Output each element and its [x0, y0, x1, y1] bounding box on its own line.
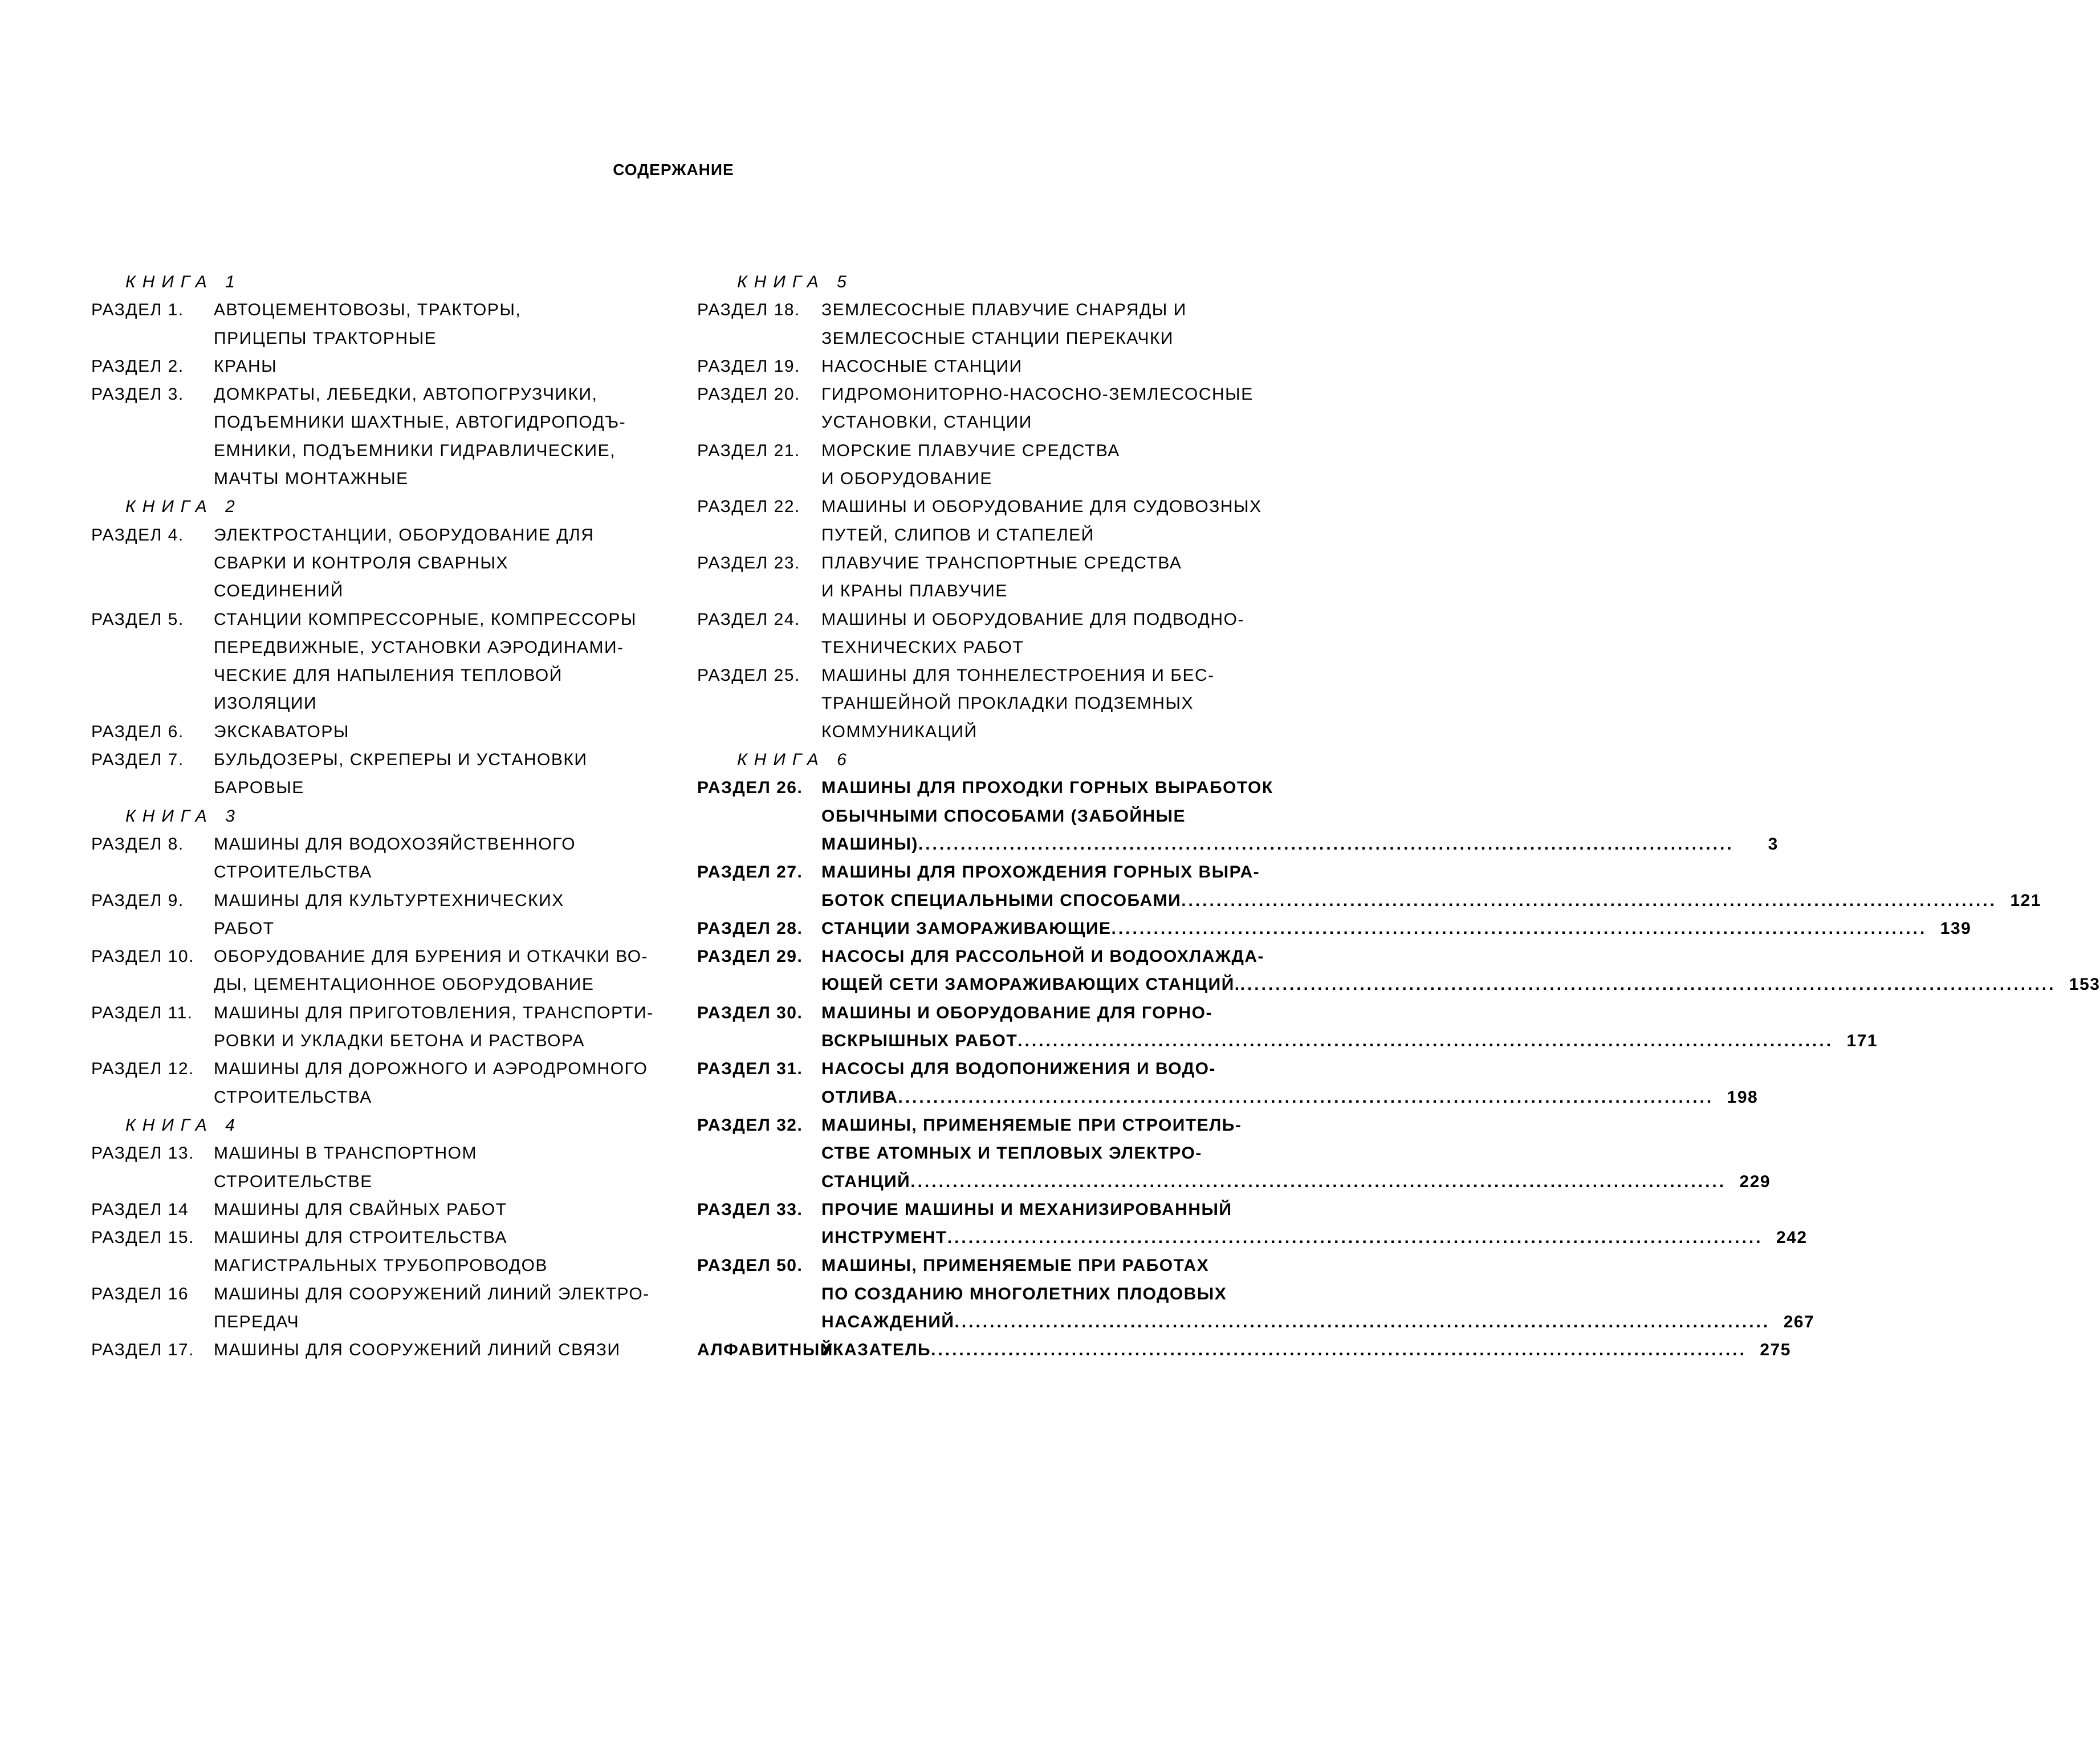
section-title: РОВКИ И УКЛАДКИ БЕТОНА И РАСТВОРА — [214, 1031, 585, 1051]
section-label: РАЗДЕЛ 27. — [697, 863, 803, 882]
toc-entry — [91, 1336, 661, 1364]
toc-entry-continuation — [697, 633, 1250, 661]
section-title: ЮЩЕЙ СЕТИ ЗАМОРАЖИВАЮЩИХ СТАНЦИЙ. — [821, 975, 1240, 994]
section-label: РАЗДЕЛ 13. — [91, 1144, 194, 1163]
toc-entry-continuation — [91, 1027, 661, 1055]
dot-leader — [947, 1224, 1763, 1252]
indent-spacer — [697, 830, 821, 858]
section-title: МАШИНЫ ДЛЯ ТОННЕЛЕСТРОЕНИЯ И БЕС- — [821, 666, 1215, 685]
indent-spacer — [91, 970, 214, 998]
toc-entry — [697, 1252, 1250, 1279]
section-title: ОБОРУДОВАНИЕ ДЛЯ БУРЕНИЯ И ОТКАЧКИ ВО- — [214, 947, 649, 966]
section-label: РАЗДЕЛ 3. — [91, 385, 184, 404]
toc-entry-continuation — [697, 970, 2100, 998]
indent-spacer — [91, 1168, 214, 1196]
section-label: РАЗДЕЛ 9. — [91, 891, 184, 910]
toc-entry-continuation — [91, 437, 661, 465]
toc-entry — [91, 746, 661, 774]
toc-entry — [91, 1196, 661, 1224]
section-label: РАЗДЕЛ 22. — [697, 497, 800, 517]
indent-spacer — [91, 324, 214, 352]
section-label: РАЗДЕЛ 32. — [697, 1115, 803, 1135]
entry-with-page — [821, 830, 1779, 858]
section-title: БУЛЬДОЗЕРЫ, СКРЕПЕРЫ И УСТАНОВКИ — [214, 750, 588, 770]
page-number: 153 — [2069, 975, 2100, 994]
section-title: АВТОЦЕМЕНТОВОЗЫ, ТРАКТОРЫ, — [214, 300, 522, 320]
toc-entry — [697, 352, 1250, 380]
section-title: СОЕДИНЕНИЙ — [214, 582, 344, 601]
toc-entry-continuation — [91, 774, 661, 802]
section-label: РАЗДЕЛ 19. — [697, 356, 800, 376]
section-label: РАЗДЕЛ 2. — [91, 356, 184, 376]
section-label: РАЗДЕЛ 7. — [91, 750, 184, 770]
entry-with-page — [821, 1168, 1771, 1196]
book-heading: КНИГА 2 — [125, 497, 242, 517]
section-label: РАЗДЕЛ 31. — [697, 1059, 803, 1079]
section-title: НАСОСЫ ДЛЯ РАССОЛЬНОЙ И ВОДООХЛАЖДА- — [821, 947, 1265, 966]
section-title: РАБОТ — [214, 919, 275, 938]
section-label: РАЗДЕЛ 4. — [91, 525, 184, 545]
section-label: РАЗДЕЛ 20. — [697, 385, 800, 404]
indent-spacer — [91, 689, 214, 717]
indent-spacer — [91, 437, 214, 465]
toc-entry-continuation — [697, 830, 1779, 858]
indent-spacer — [91, 408, 214, 436]
section-label: РАЗДЕЛ 6. — [91, 722, 184, 741]
indent-spacer — [91, 1252, 214, 1279]
toc-entry — [697, 1336, 1791, 1364]
section-label: РАЗДЕЛ 25. — [697, 666, 800, 685]
section-title: И ОБОРУДОВАНИЕ — [821, 469, 992, 489]
toc-entry — [697, 1055, 1250, 1083]
toc-entry — [91, 942, 661, 970]
book-heading: КНИГА 6 — [737, 750, 853, 770]
section-label: РАЗДЕЛ 21. — [697, 441, 800, 460]
section-label: РАЗДЕЛ 10. — [91, 947, 194, 966]
page-number: 121 — [2010, 891, 2042, 910]
section-label: РАЗДЕЛ 29. — [697, 947, 803, 966]
section-title: МАШИНЫ ДЛЯ СВАЙНЫХ РАБОТ — [214, 1200, 507, 1219]
section-title: КРАНЫ — [214, 356, 278, 376]
indent-spacer — [91, 915, 214, 942]
toc-entry — [91, 1280, 661, 1308]
page-number: 3 — [1768, 834, 1779, 854]
section-label: РАЗДЕЛ 50. — [697, 1256, 803, 1275]
toc-left-column — [91, 268, 661, 1364]
entry-with-page — [821, 887, 2041, 915]
toc-entry — [91, 718, 661, 746]
toc-entry — [91, 521, 661, 549]
indent-spacer — [91, 774, 214, 802]
section-title: МАШИНЫ ДЛЯ СТРОИТЕЛЬСТВА — [214, 1228, 507, 1248]
section-title: МАШИНЫ ДЛЯ ПРОХОДКИ ГОРНЫХ ВЫРАБОТОК — [821, 778, 1273, 798]
indent-spacer — [697, 1027, 821, 1055]
section-label: РАЗДЕЛ 24. — [697, 610, 800, 629]
toc-entry — [91, 999, 661, 1027]
indent-spacer — [91, 1027, 214, 1055]
indent-spacer — [697, 577, 821, 605]
section-title: ЗЕМЛЕСОСНЫЕ ПЛАВУЧИЕ СНАРЯДЫ И — [821, 300, 1187, 320]
toc-entry-continuation — [91, 465, 661, 493]
section-title: НАСОСЫ ДЛЯ ВОДОПОНИЖЕНИЯ И ВОДО- — [821, 1059, 1216, 1079]
section-title: МАШИНЫ, ПРИМЕНЯЕМЫЕ ПРИ СТРОИТЕЛЬ- — [821, 1115, 1242, 1135]
section-title: МАГИСТРАЛЬНЫХ ТРУБОПРОВОДОВ — [214, 1256, 548, 1275]
section-title: ТРАНШЕЙНОЙ ПРОКЛАДКИ ПОДЗЕМНЫХ — [821, 694, 1194, 713]
section-title: УСТАНОВКИ, СТАНЦИИ — [821, 413, 1032, 432]
indent-spacer — [91, 549, 214, 577]
indent-spacer — [91, 633, 214, 661]
section-title: СТАНЦИИ ЗАМОРАЖИВАЮЩИЕ — [821, 919, 1112, 938]
toc-entry — [91, 1139, 661, 1167]
section-title: ТЕХНИЧЕСКИХ РАБОТ — [821, 637, 1024, 657]
toc-entry-continuation — [91, 661, 661, 689]
section-title: МАШИНЫ, ПРИМЕНЯЕМЫЕ ПРИ РАБОТАХ — [821, 1256, 1210, 1275]
indent-spacer — [697, 1280, 821, 1308]
dot-leader — [1111, 915, 1927, 942]
section-title: ЕМНИКИ, ПОДЪЕМНИКИ ГИДРАВЛИЧЕСКИЕ, — [214, 441, 616, 460]
indent-spacer — [697, 970, 821, 998]
section-title: ПРИЦЕПЫ ТРАКТОРНЫЕ — [214, 328, 437, 348]
indent-spacer — [697, 465, 821, 493]
indent-spacer — [697, 887, 821, 915]
section-title: ПЛАВУЧИЕ ТРАНСПОРТНЫЕ СРЕДСТВА — [821, 553, 1182, 572]
toc-entry — [91, 1055, 661, 1083]
indent-spacer — [697, 1083, 821, 1111]
section-label: РАЗДЕЛ 5. — [91, 610, 184, 629]
indent-spacer — [697, 718, 821, 746]
indent-spacer — [91, 577, 214, 605]
section-title: СТВЕ АТОМНЫХ И ТЕПЛОВЫХ ЭЛЕКТРО- — [821, 1144, 1202, 1163]
toc-entry-continuation — [91, 1308, 661, 1336]
section-label: РАЗДЕЛ 14 — [91, 1200, 189, 1219]
section-title: ДЫ, ЦЕМЕНТАЦИОННОЕ ОБОРУДОВАНИЕ — [214, 975, 595, 994]
toc-entry — [697, 493, 1262, 521]
toc-entry — [697, 380, 1254, 408]
section-title: ИНСТРУМЕНТ — [821, 1228, 947, 1248]
section-title: ОБЫЧНЫМИ СПОСОБАМИ (ЗАБОЙНЫЕ — [821, 806, 1186, 826]
entry-with-page — [821, 1083, 1758, 1111]
section-title: МАШИНЫ ДЛЯ СООРУЖЕНИЙ ЛИНИЙ ЭЛЕКТРО- — [214, 1284, 650, 1303]
section-title: ДОМКРАТЫ, ЛЕБЕДКИ, АВТОПОГРУЗЧИКИ, — [214, 385, 598, 404]
toc-entry — [91, 1224, 661, 1252]
toc-entry — [697, 549, 1250, 577]
page-number: 139 — [1940, 919, 1972, 938]
section-title: СТАНЦИЙ — [821, 1172, 911, 1191]
indent-spacer — [697, 521, 821, 549]
toc-right-column — [697, 268, 2100, 1364]
toc-entry — [91, 380, 661, 408]
toc-entry — [91, 352, 661, 380]
section-label: АЛФАВИТНЫЙ — [697, 1340, 833, 1360]
indent-spacer — [697, 689, 821, 717]
indent-spacer — [91, 1308, 214, 1336]
section-title: МАШИНЫ ДЛЯ ДОРОЖНОГО И АЭРОДРОМНОГО — [214, 1059, 648, 1079]
indent-spacer — [697, 1308, 821, 1336]
section-title: ПОДЪЕМНИКИ ШАХТНЫЕ, АВТОГИДРОПОДЪ- — [214, 413, 626, 432]
toc-entry — [91, 830, 661, 858]
section-title: БОТОК СПЕЦИАЛЬНЫМИ СПОСОБАМИ — [821, 891, 1182, 910]
toc-entry — [697, 915, 1972, 942]
toc-entry-continuation — [697, 577, 1250, 605]
toc-entry — [697, 858, 1260, 886]
section-title: ЭЛЕКТРОСТАНЦИИ, ОБОРУДОВАНИЕ ДЛЯ — [214, 525, 595, 545]
section-title: МАШИНЫ) — [821, 834, 918, 854]
toc-entry-continuation — [697, 689, 1250, 717]
toc-entry-continuation — [697, 887, 2042, 915]
toc-entry — [697, 999, 1250, 1027]
section-title: МАШИНЫ В ТРАНСПОРТНОМ — [214, 1144, 478, 1163]
section-title: УКАЗАТЕЛЬ — [821, 1340, 931, 1360]
toc-entry — [697, 942, 1265, 970]
section-title: ПО СОЗДАНИЮ МНОГОЛЕТНИХ ПЛОДОВЫХ — [821, 1284, 1227, 1303]
dot-leader — [931, 1336, 1747, 1364]
section-title: ПУТЕЙ, СЛИПОВ И СТАПЕЛЕЙ — [821, 525, 1094, 545]
section-title: ПЕРЕДВИЖНЫЕ, УСТАНОВКИ АЭРОДИНАМИ- — [214, 637, 624, 657]
section-title: ГИДРОМОНИТОРНО-НАСОСНО-ЗЕМЛЕСОСНЫЕ — [821, 385, 1254, 404]
toc-entry-continuation — [91, 324, 661, 352]
entry-with-page — [821, 915, 1971, 942]
section-title: МАШИНЫ ДЛЯ ПРИГОТОВЛЕНИЯ, ТРАНСПОРТИ- — [214, 1003, 654, 1022]
indent-spacer — [697, 802, 821, 830]
book-heading: КНИГА 5 — [737, 273, 853, 291]
dot-leader — [954, 1308, 1770, 1336]
dot-leader — [1240, 970, 2056, 998]
section-label: РАЗДЕЛ 1. — [91, 300, 184, 320]
entry-with-page — [821, 1308, 1814, 1336]
toc-entry — [91, 296, 661, 324]
section-title: СВАРКИ И КОНТРОЛЯ СВАРНЫХ — [214, 553, 508, 572]
section-title: КОММУНИКАЦИЙ — [821, 722, 978, 741]
section-label: РАЗДЕЛ 23. — [697, 553, 800, 572]
dot-leader — [1018, 1027, 1833, 1055]
book-heading: КНИГА 4 — [125, 1115, 242, 1135]
section-title: МАШИНЫ ДЛЯ ПРОХОЖДЕНИЯ ГОРНЫХ ВЫРА- — [821, 863, 1260, 882]
toc-entry — [697, 296, 1250, 324]
section-title: И КРАНЫ ПЛАВУЧИЕ — [821, 582, 1008, 601]
section-title: ЗЕМЛЕСОСНЫЕ СТАНЦИИ ПЕРЕКАЧКИ — [821, 328, 1174, 348]
toc-entry-continuation — [697, 1224, 1808, 1252]
book-heading: КНИГА 1 — [125, 273, 242, 291]
indent-spacer — [697, 408, 821, 436]
indent-spacer — [697, 324, 821, 352]
section-title: МОРСКИЕ ПЛАВУЧИЕ СРЕДСТВА — [821, 441, 1120, 460]
section-label: РАЗДЕЛ 12. — [91, 1059, 194, 1079]
toc-entry — [697, 606, 1250, 633]
toc-entry-continuation — [697, 802, 1250, 830]
toc-entry-continuation — [91, 915, 661, 942]
indent-spacer — [91, 858, 214, 886]
section-title: МАШИНЫ И ОБОРУДОВАНИЕ ДЛЯ СУДОВОЗНЫХ — [821, 497, 1262, 517]
section-title: СТРОИТЕЛЬСТВА — [214, 863, 372, 882]
section-title: СТРОИТЕЛЬСТВА — [214, 1087, 372, 1107]
section-label: РАЗДЕЛ 16 — [91, 1284, 189, 1303]
toc-entry — [697, 1111, 1250, 1139]
section-title: МАШИНЫ ДЛЯ ВОДОХОЗЯЙСТВЕННОГО — [214, 834, 576, 854]
page-number: 198 — [1727, 1087, 1759, 1107]
indent-spacer — [697, 1168, 821, 1196]
toc-entry-continuation — [91, 858, 661, 886]
toc-entry — [697, 437, 1250, 465]
page-title: СОДЕРЖАНИЕ — [613, 161, 734, 178]
toc-entry-continuation — [91, 1083, 661, 1111]
indent-spacer — [697, 1139, 821, 1167]
toc-entry-continuation — [697, 408, 1250, 436]
section-label: РАЗДЕЛ 30. — [697, 1003, 803, 1022]
toc-entry — [697, 1196, 1250, 1224]
section-label: РАЗДЕЛ 15. — [91, 1228, 194, 1248]
indent-spacer — [91, 1083, 214, 1111]
section-label: РАЗДЕЛ 18. — [697, 300, 800, 320]
toc-entry-continuation — [697, 324, 1250, 352]
toc-entry-continuation — [91, 1168, 661, 1196]
section-label: РАЗДЕЛ 26. — [697, 778, 803, 798]
section-title: БАРОВЫЕ — [214, 778, 304, 798]
book-heading: КНИГА 3 — [125, 806, 242, 826]
page-number: 229 — [1739, 1172, 1771, 1191]
section-title: МАШИНЫ ДЛЯ СООРУЖЕНИЙ ЛИНИЙ СВЯЗИ — [214, 1340, 621, 1360]
page-number: 242 — [1776, 1228, 1808, 1248]
section-title: ВСКРЫШНЫХ РАБОТ — [821, 1031, 1018, 1051]
section-title: ЧЕСКИЕ ДЛЯ НАПЫЛЕНИЯ ТЕПЛОВОЙ — [214, 666, 563, 685]
page-number: 171 — [1846, 1031, 1878, 1051]
section-title: ПЕРЕДАЧ — [214, 1312, 300, 1331]
toc-entry-continuation — [697, 1308, 1815, 1336]
section-title: МАШИНЫ И ОБОРУДОВАНИЕ ДЛЯ ПОДВОДНО- — [821, 610, 1244, 629]
dot-leader — [910, 1168, 1726, 1196]
toc-entry-continuation — [697, 1280, 1250, 1308]
section-label: РАЗДЕЛ 11. — [91, 1003, 193, 1022]
toc-entry — [697, 774, 1273, 802]
toc-entry-continuation — [697, 1083, 1759, 1111]
indent-spacer — [91, 465, 214, 493]
section-title: НАСАЖДЕНИЙ — [821, 1312, 955, 1331]
section-title: МАШИНЫ И ОБОРУДОВАНИЕ ДЛЯ ГОРНО- — [821, 1003, 1212, 1022]
toc-entry-continuation — [91, 549, 661, 577]
page-number: 275 — [1760, 1340, 1791, 1360]
toc-entry-continuation — [697, 1139, 1250, 1167]
dot-leader — [1181, 887, 1997, 915]
entry-with-page — [821, 1224, 1808, 1252]
toc-entry-continuation — [697, 521, 1250, 549]
section-title: МАЧТЫ МОНТАЖНЫЕ — [214, 469, 409, 489]
section-label: РАЗДЕЛ 33. — [697, 1200, 803, 1219]
section-title: ЭКСКАВАТОРЫ — [214, 722, 349, 741]
dot-leader — [918, 830, 1734, 858]
indent-spacer — [91, 661, 214, 689]
section-title: ИЗОЛЯЦИИ — [214, 694, 318, 713]
dot-leader — [898, 1083, 1714, 1111]
toc-entry-continuation — [91, 970, 661, 998]
toc-entry — [697, 661, 1250, 689]
toc-entry-continuation — [91, 577, 661, 605]
section-label: РАЗДЕЛ 28. — [697, 919, 803, 938]
section-title: ОТЛИВА — [821, 1087, 898, 1107]
section-label: РАЗДЕЛ 8. — [91, 834, 184, 854]
section-title: НАСОСНЫЕ СТАНЦИИ — [821, 356, 1023, 376]
toc-entry-continuation — [91, 689, 661, 717]
toc-entry — [91, 606, 661, 633]
entry-with-page — [821, 1027, 1878, 1055]
toc-entry-continuation — [91, 408, 661, 436]
toc-entry-continuation — [697, 718, 1250, 746]
entry-with-page — [821, 970, 2100, 998]
indent-spacer — [697, 633, 821, 661]
section-title: СТРОИТЕЛЬСТВЕ — [214, 1172, 373, 1191]
toc-entry — [91, 887, 661, 915]
indent-spacer — [697, 1224, 821, 1252]
toc-entry-continuation — [91, 1252, 661, 1279]
section-title: МАШИНЫ ДЛЯ КУЛЬТУРТЕХНИЧЕСКИХ — [214, 891, 564, 910]
toc-entry-continuation — [697, 465, 1250, 493]
toc-entry-continuation — [697, 1168, 1771, 1196]
entry-with-page — [821, 1336, 1791, 1364]
section-label: РАЗДЕЛ 17. — [91, 1340, 194, 1360]
toc-entry-continuation — [91, 633, 661, 661]
toc-entry-continuation — [697, 1027, 1878, 1055]
section-title: ПРОЧИЕ МАШИНЫ И МЕХАНИЗИРОВАННЫЙ — [821, 1200, 1232, 1219]
section-title: СТАНЦИИ КОМПРЕССОРНЫЕ, КОМПРЕССОРЫ — [214, 610, 637, 629]
page-number: 267 — [1783, 1312, 1815, 1331]
